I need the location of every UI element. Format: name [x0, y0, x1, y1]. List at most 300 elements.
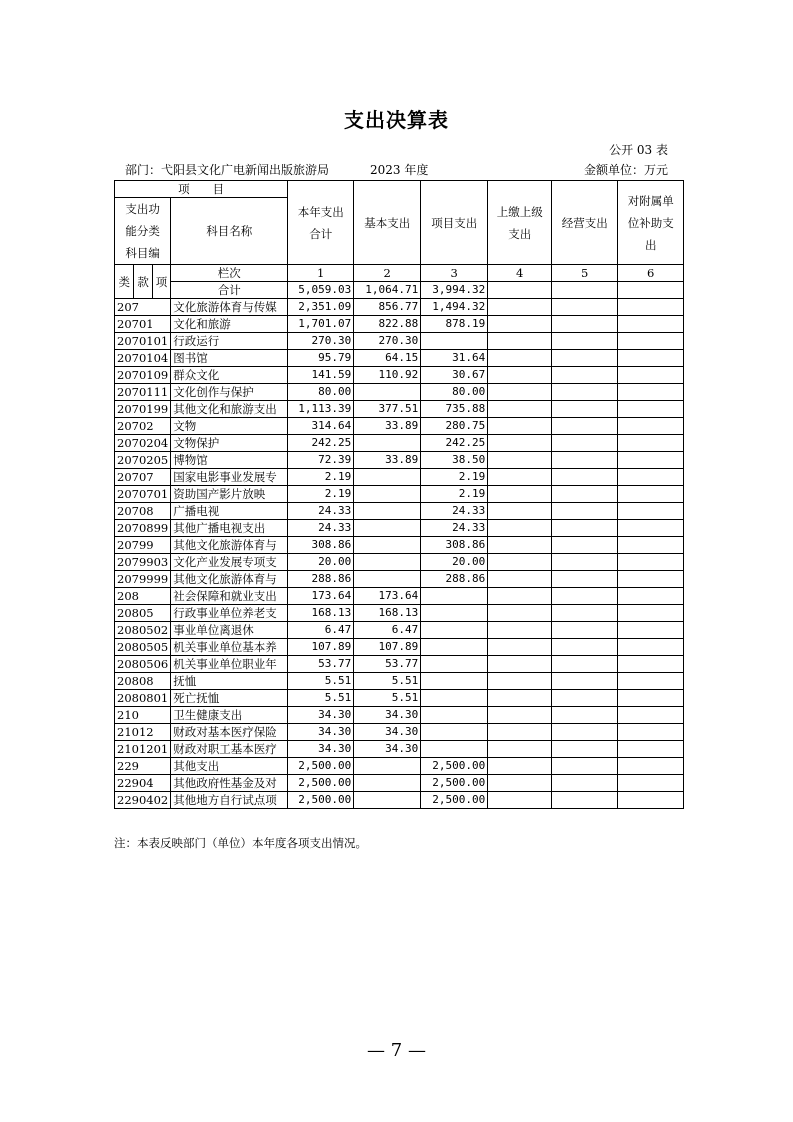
subject-name: 其他广播电视支出	[171, 520, 288, 537]
subject-code: 2079999	[115, 571, 171, 588]
subsidiary-value	[618, 452, 684, 469]
basic-value: 6.47	[354, 622, 421, 639]
upper-value	[488, 571, 552, 588]
subject-code: 20702	[115, 418, 171, 435]
basic-value: 168.13	[354, 605, 421, 622]
operating-value	[552, 775, 618, 792]
upper-value	[488, 792, 552, 809]
upper-value	[488, 520, 552, 537]
subject-code: 2080505	[115, 639, 171, 656]
subject-name: 行政事业单位养老支	[171, 605, 288, 622]
subsidiary-value	[618, 401, 684, 418]
upper-value	[488, 673, 552, 690]
subsidiary-value	[618, 605, 684, 622]
total-value: 107.89	[288, 639, 354, 656]
operating-value	[552, 435, 618, 452]
basic-value	[354, 758, 421, 775]
subject-code: 2290402	[115, 792, 171, 809]
table-row	[115, 622, 684, 639]
subject-code: 2080801	[115, 690, 171, 707]
basic-value	[354, 571, 421, 588]
subsidiary-value	[618, 690, 684, 707]
header-item: 项 目	[115, 181, 288, 198]
table-row	[115, 656, 684, 673]
subject-name: 财政对基本医疗保险	[171, 724, 288, 741]
total-value: 53.77	[288, 656, 354, 673]
total-value: 288.86	[288, 571, 354, 588]
subject-name: 机关事业单位基本养	[171, 639, 288, 656]
project-value: 38.50	[421, 452, 488, 469]
table-row	[115, 690, 684, 707]
table-row	[115, 469, 684, 486]
subsidiary-value	[618, 316, 684, 333]
subsidiary-value	[618, 367, 684, 384]
upper-value	[488, 384, 552, 401]
subject-code: 208	[115, 588, 171, 605]
header-upper: 上缴上级 支出	[488, 181, 552, 265]
operating-value	[552, 452, 618, 469]
operating-value	[552, 418, 618, 435]
sum-label: 合计	[171, 282, 288, 299]
total-value: 270.30	[288, 333, 354, 350]
subject-code: 2079903	[115, 554, 171, 571]
upper-value	[488, 316, 552, 333]
basic-value	[354, 384, 421, 401]
operating-value	[552, 503, 618, 520]
table-row	[115, 741, 684, 758]
subject-name: 其他文化旅游体育与	[171, 571, 288, 588]
subject-name: 其他政府性基金及对	[171, 775, 288, 792]
operating-value	[552, 758, 618, 775]
table-row	[115, 588, 684, 605]
operating-value	[552, 333, 618, 350]
meta-line	[125, 161, 668, 177]
operating-value	[552, 741, 618, 758]
upper-value	[488, 707, 552, 724]
subject-name: 事业单位离退休	[171, 622, 288, 639]
upper-value	[488, 639, 552, 656]
header-xiang: 项	[152, 265, 170, 299]
header-subsidiary: 对附属单 位补助支 出	[618, 181, 684, 265]
upper-value	[488, 656, 552, 673]
subject-name: 抚恤	[171, 673, 288, 690]
operating-value	[552, 690, 618, 707]
subject-code: 2070205	[115, 452, 171, 469]
upper-value	[488, 588, 552, 605]
project-value: 280.75	[421, 418, 488, 435]
subsidiary-value	[618, 554, 684, 571]
table-row	[115, 673, 684, 690]
subject-code: 2070899	[115, 520, 171, 537]
subject-name: 其他文化旅游体育与	[171, 537, 288, 554]
project-value: 31.64	[421, 350, 488, 367]
subject-code: 2070701	[115, 486, 171, 503]
upper-value	[488, 469, 552, 486]
operating-value	[552, 724, 618, 741]
subsidiary-value	[618, 333, 684, 350]
subject-name: 图书馆	[171, 350, 288, 367]
basic-value	[354, 775, 421, 792]
project-value	[421, 333, 488, 350]
table-row	[115, 792, 684, 809]
total-value: 5.51	[288, 690, 354, 707]
subsidiary-value	[618, 775, 684, 792]
operating-value	[552, 554, 618, 571]
subject-name: 财政对职工基本医疗	[171, 741, 288, 758]
operating-value	[552, 707, 618, 724]
subject-name: 文物	[171, 418, 288, 435]
total-value: 34.30	[288, 741, 354, 758]
subject-code: 229	[115, 758, 171, 775]
operating-value	[552, 384, 618, 401]
total-value: 308.86	[288, 537, 354, 554]
sum-total: 5,059.03	[288, 282, 354, 299]
subject-name: 机关事业单位职业年	[171, 656, 288, 673]
operating-value	[552, 792, 618, 809]
table-row	[115, 299, 684, 316]
basic-value	[354, 537, 421, 554]
total-value: 2.19	[288, 486, 354, 503]
operating-value	[552, 299, 618, 316]
upper-value	[488, 690, 552, 707]
project-value: 288.86	[421, 571, 488, 588]
column-number: 5	[552, 265, 618, 282]
header-subject-name: 科目名称	[171, 198, 288, 265]
basic-value: 64.15	[354, 350, 421, 367]
basic-value: 33.89	[354, 452, 421, 469]
total-value: 72.39	[288, 452, 354, 469]
subsidiary-value	[618, 537, 684, 554]
column-number: 1	[288, 265, 354, 282]
total-value: 24.33	[288, 503, 354, 520]
upper-value	[488, 622, 552, 639]
operating-value	[552, 571, 618, 588]
project-value: 878.19	[421, 316, 488, 333]
column-number: 4	[488, 265, 552, 282]
basic-value: 110.92	[354, 367, 421, 384]
header-total: 本年支出 合计	[288, 181, 354, 265]
subject-code: 207	[115, 299, 171, 316]
project-value: 2,500.00	[421, 775, 488, 792]
upper-value	[488, 299, 552, 316]
upper-value	[488, 503, 552, 520]
subject-name: 文化旅游体育与传媒	[171, 299, 288, 316]
upper-value	[488, 775, 552, 792]
basic-value: 34.30	[354, 707, 421, 724]
project-value: 1,494.32	[421, 299, 488, 316]
project-value: 20.00	[421, 554, 488, 571]
column-number: 2	[354, 265, 421, 282]
page-number: — 7 —	[367, 1040, 426, 1061]
header-lei: 类	[115, 265, 134, 299]
project-value: 2.19	[421, 469, 488, 486]
project-value: 308.86	[421, 537, 488, 554]
project-value	[421, 707, 488, 724]
total-value: 1,701.07	[288, 316, 354, 333]
basic-value: 34.30	[354, 741, 421, 758]
header-operating: 经营支出	[552, 181, 618, 265]
total-value: 2,351.09	[288, 299, 354, 316]
basic-value	[354, 486, 421, 503]
subsidiary-value	[618, 792, 684, 809]
project-value	[421, 588, 488, 605]
table-row	[115, 367, 684, 384]
upper-value	[488, 350, 552, 367]
project-value: 30.67	[421, 367, 488, 384]
subject-code: 20805	[115, 605, 171, 622]
header-column-no: 栏次	[171, 265, 288, 282]
subject-code: 2070109	[115, 367, 171, 384]
table-row	[115, 554, 684, 571]
expenditure-table	[114, 180, 684, 809]
subject-code: 2070104	[115, 350, 171, 367]
subsidiary-value	[618, 639, 684, 656]
table-row	[115, 316, 684, 333]
total-value: 2,500.00	[288, 792, 354, 809]
basic-value: 377.51	[354, 401, 421, 418]
subject-code: 2080502	[115, 622, 171, 639]
total-value: 242.25	[288, 435, 354, 452]
subsidiary-value	[618, 758, 684, 775]
table-row	[115, 503, 684, 520]
header-project: 项目支出	[421, 181, 488, 265]
subject-name: 行政运行	[171, 333, 288, 350]
page-title: 支出决算表	[344, 108, 449, 132]
table-row	[115, 537, 684, 554]
total-value: 34.30	[288, 707, 354, 724]
table-code: 公开 03 表	[609, 143, 668, 157]
basic-value: 107.89	[354, 639, 421, 656]
table-row	[115, 435, 684, 452]
operating-value	[552, 401, 618, 418]
subsidiary-value	[618, 384, 684, 401]
upper-value	[488, 452, 552, 469]
upper-value	[488, 741, 552, 758]
subsidiary-value	[618, 503, 684, 520]
subsidiary-value	[618, 469, 684, 486]
total-value: 2.19	[288, 469, 354, 486]
project-value: 242.25	[421, 435, 488, 452]
subject-name: 卫生健康支出	[171, 707, 288, 724]
basic-value	[354, 435, 421, 452]
total-value: 314.64	[288, 418, 354, 435]
subject-code: 20708	[115, 503, 171, 520]
year-label: 2023 年度	[370, 163, 429, 177]
basic-value	[354, 554, 421, 571]
subject-name: 博物馆	[171, 452, 288, 469]
total-value: 168.13	[288, 605, 354, 622]
subsidiary-value	[618, 486, 684, 503]
basic-value	[354, 792, 421, 809]
total-value: 2,500.00	[288, 758, 354, 775]
operating-value	[552, 639, 618, 656]
subsidiary-value	[618, 656, 684, 673]
footnote: 注：本表反映部门（单位）本年度各项支出情况。	[114, 836, 367, 850]
operating-value	[552, 656, 618, 673]
operating-value	[552, 622, 618, 639]
project-value: 80.00	[421, 384, 488, 401]
subject-code: 20701	[115, 316, 171, 333]
table-row	[115, 452, 684, 469]
subject-name: 其他地方自行试点项	[171, 792, 288, 809]
subject-code: 2080506	[115, 656, 171, 673]
total-value: 95.79	[288, 350, 354, 367]
operating-value	[552, 605, 618, 622]
unit-label: 金额单位：万元	[583, 163, 668, 177]
table-row	[115, 384, 684, 401]
subsidiary-value	[618, 435, 684, 452]
project-value	[421, 724, 488, 741]
subject-name: 文化创作与保护	[171, 384, 288, 401]
subject-name: 死亡抚恤	[171, 690, 288, 707]
subject-name: 其他支出	[171, 758, 288, 775]
project-value	[421, 741, 488, 758]
basic-value: 856.77	[354, 299, 421, 316]
total-value: 20.00	[288, 554, 354, 571]
upper-value	[488, 486, 552, 503]
table-row	[115, 401, 684, 418]
subject-code: 20799	[115, 537, 171, 554]
table-row	[115, 520, 684, 537]
subject-name: 社会保障和就业支出	[171, 588, 288, 605]
project-value: 2.19	[421, 486, 488, 503]
subsidiary-value	[618, 520, 684, 537]
upper-value	[488, 435, 552, 452]
sum-upper	[488, 282, 552, 299]
column-number: 6	[618, 265, 684, 282]
subject-code: 210	[115, 707, 171, 724]
table-row	[115, 724, 684, 741]
table-row	[115, 350, 684, 367]
basic-value: 270.30	[354, 333, 421, 350]
subject-code: 22904	[115, 775, 171, 792]
subject-name: 广播电视	[171, 503, 288, 520]
upper-value	[488, 418, 552, 435]
total-value: 80.00	[288, 384, 354, 401]
total-value: 173.64	[288, 588, 354, 605]
upper-value	[488, 333, 552, 350]
project-value	[421, 639, 488, 656]
operating-value	[552, 588, 618, 605]
total-value: 1,113.39	[288, 401, 354, 418]
header-basic: 基本支出	[354, 181, 421, 265]
subsidiary-value	[618, 673, 684, 690]
project-value	[421, 690, 488, 707]
subject-name: 文物保护	[171, 435, 288, 452]
basic-value: 34.30	[354, 724, 421, 741]
subject-code: 20707	[115, 469, 171, 486]
operating-value	[552, 673, 618, 690]
column-number: 3	[421, 265, 488, 282]
table-header	[115, 181, 684, 299]
basic-value: 33.89	[354, 418, 421, 435]
upper-value	[488, 367, 552, 384]
subject-code: 20808	[115, 673, 171, 690]
table-row	[115, 418, 684, 435]
sum-project: 3,994.32	[421, 282, 488, 299]
subject-name: 文化和旅游	[171, 316, 288, 333]
sum-basic: 1,064.71	[354, 282, 421, 299]
sum-subsidiary	[618, 282, 684, 299]
upper-value	[488, 605, 552, 622]
subject-name: 文化产业发展专项支	[171, 554, 288, 571]
table-row	[115, 571, 684, 588]
operating-value	[552, 469, 618, 486]
operating-value	[552, 350, 618, 367]
subsidiary-value	[618, 571, 684, 588]
operating-value	[552, 486, 618, 503]
operating-value	[552, 520, 618, 537]
operating-value	[552, 316, 618, 333]
subsidiary-value	[618, 741, 684, 758]
basic-value	[354, 469, 421, 486]
table-row	[115, 486, 684, 503]
table-row	[115, 758, 684, 775]
project-value	[421, 656, 488, 673]
department-label: 部门：弋阳县文化广电新闻出版旅游局	[125, 163, 330, 177]
subject-name: 资助国产影片放映	[171, 486, 288, 503]
operating-value	[552, 367, 618, 384]
upper-value	[488, 401, 552, 418]
subsidiary-value	[618, 707, 684, 724]
upper-value	[488, 537, 552, 554]
header-func-class: 支出功 能分类 科目编	[115, 198, 171, 265]
subject-code: 2101201	[115, 741, 171, 758]
upper-value	[488, 724, 552, 741]
subject-name: 群众文化	[171, 367, 288, 384]
subsidiary-value	[618, 588, 684, 605]
upper-value	[488, 554, 552, 571]
basic-value: 53.77	[354, 656, 421, 673]
table-body	[115, 299, 684, 809]
project-value: 2,500.00	[421, 758, 488, 775]
subsidiary-value	[618, 622, 684, 639]
total-value: 141.59	[288, 367, 354, 384]
upper-value	[488, 758, 552, 775]
project-value	[421, 673, 488, 690]
table-row	[115, 605, 684, 622]
project-value	[421, 622, 488, 639]
total-value: 34.30	[288, 724, 354, 741]
project-value: 735.88	[421, 401, 488, 418]
basic-value: 5.51	[354, 690, 421, 707]
basic-value: 173.64	[354, 588, 421, 605]
project-value: 24.33	[421, 520, 488, 537]
subsidiary-value	[618, 418, 684, 435]
operating-value	[552, 537, 618, 554]
subject-code: 2070199	[115, 401, 171, 418]
project-value: 2,500.00	[421, 792, 488, 809]
total-value: 6.47	[288, 622, 354, 639]
subsidiary-value	[618, 299, 684, 316]
basic-value: 822.88	[354, 316, 421, 333]
table-row	[115, 333, 684, 350]
basic-value	[354, 520, 421, 537]
subject-name: 国家电影事业发展专	[171, 469, 288, 486]
subsidiary-value	[618, 724, 684, 741]
table-row	[115, 707, 684, 724]
project-value: 24.33	[421, 503, 488, 520]
subject-code: 2070111	[115, 384, 171, 401]
subsidiary-value	[618, 350, 684, 367]
total-value: 2,500.00	[288, 775, 354, 792]
header-kuan: 款	[134, 265, 152, 299]
subject-name: 其他文化和旅游支出	[171, 401, 288, 418]
total-value: 5.51	[288, 673, 354, 690]
table-row	[115, 639, 684, 656]
sum-operating	[552, 282, 618, 299]
subject-code: 2070101	[115, 333, 171, 350]
